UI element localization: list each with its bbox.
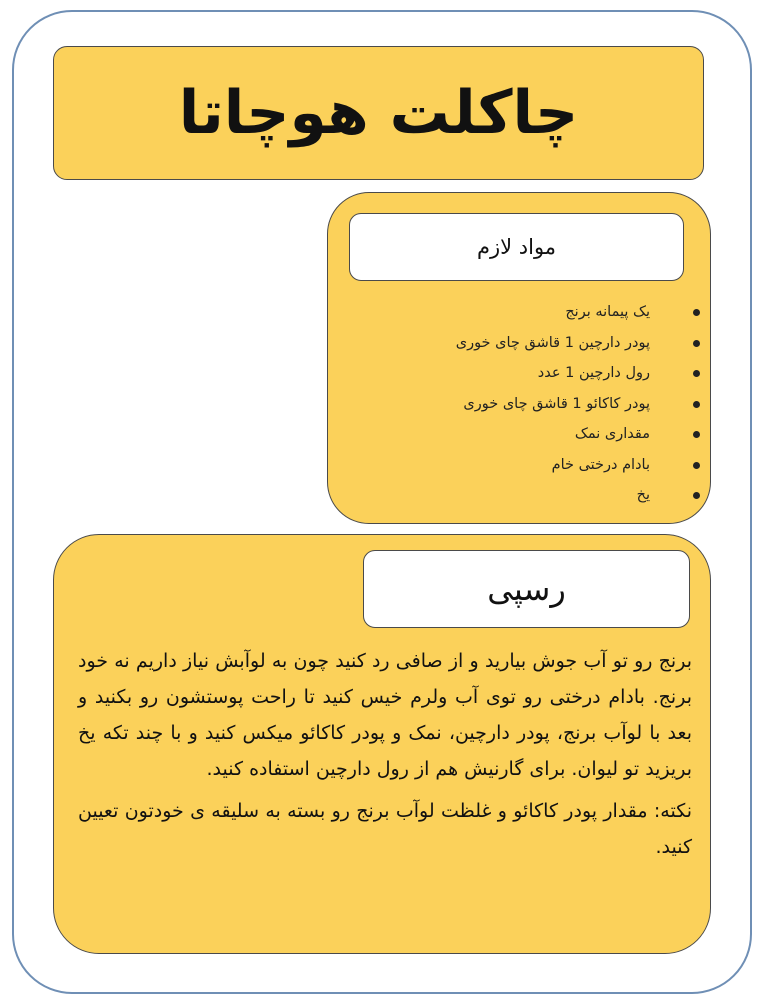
ingredient-text: پودر دارچین 1 قاشق چای خوری xyxy=(455,334,650,351)
ingredients-heading: مواد لازم xyxy=(349,213,684,281)
bullet-icon xyxy=(693,401,700,408)
ingredient-text: یک پیمانه برنج xyxy=(565,304,650,320)
ingredient-item xyxy=(456,450,650,481)
ingredient-item xyxy=(456,297,650,328)
recipe-body xyxy=(78,643,692,865)
ingredients-panel xyxy=(327,192,711,524)
ingredient-item xyxy=(456,358,650,389)
recipe-panel xyxy=(53,534,711,954)
bullet-icon xyxy=(693,492,700,499)
ingredient-item xyxy=(456,480,650,511)
ingredient-item xyxy=(456,419,650,450)
bullet-icon xyxy=(693,370,700,377)
ingredient-text: بادام درختی خام xyxy=(551,456,650,473)
recipe-instructions: برنج رو تو آب جوش بیارید و از صافی رد کنید چون به لوآبش نیاز داریم نه خود برنج. بادام درختی رو توی آب ولرم خیس کنید تا راحت پوستشون رو بکنید و بعد با لوآب برنج، پودر دارچین، نمک و پودر کاکائو میکس کنید و با چند تکه یخ بریزید تو لیوان. برای گارنیش هم از رول دارچین استفاده کنید. xyxy=(78,650,692,780)
bullet-icon xyxy=(693,340,700,347)
bullet-icon xyxy=(693,431,700,438)
recipe-heading: رسپی xyxy=(363,550,690,628)
ingredient-item xyxy=(456,389,650,420)
page-title: چاکلت هوچاتا xyxy=(178,78,579,148)
ingredient-text: یخ xyxy=(636,487,650,503)
bullet-icon xyxy=(693,309,700,316)
ingredient-text: رول دارچین 1 عدد xyxy=(537,365,650,381)
ingredient-text: مقداری نمک xyxy=(574,426,650,442)
ingredients-list xyxy=(456,297,650,511)
ingredient-text: پودر کاکائو 1 قاشق چای خوری xyxy=(463,395,650,412)
bullet-icon xyxy=(693,462,700,469)
recipe-note: نکته: مقدار پودر کاکائو و غلظت لوآب برنج رو بسته به سلیقه ی خودتون تعیین کنید. xyxy=(78,800,692,858)
title-banner xyxy=(53,46,704,180)
ingredient-item xyxy=(456,328,650,359)
